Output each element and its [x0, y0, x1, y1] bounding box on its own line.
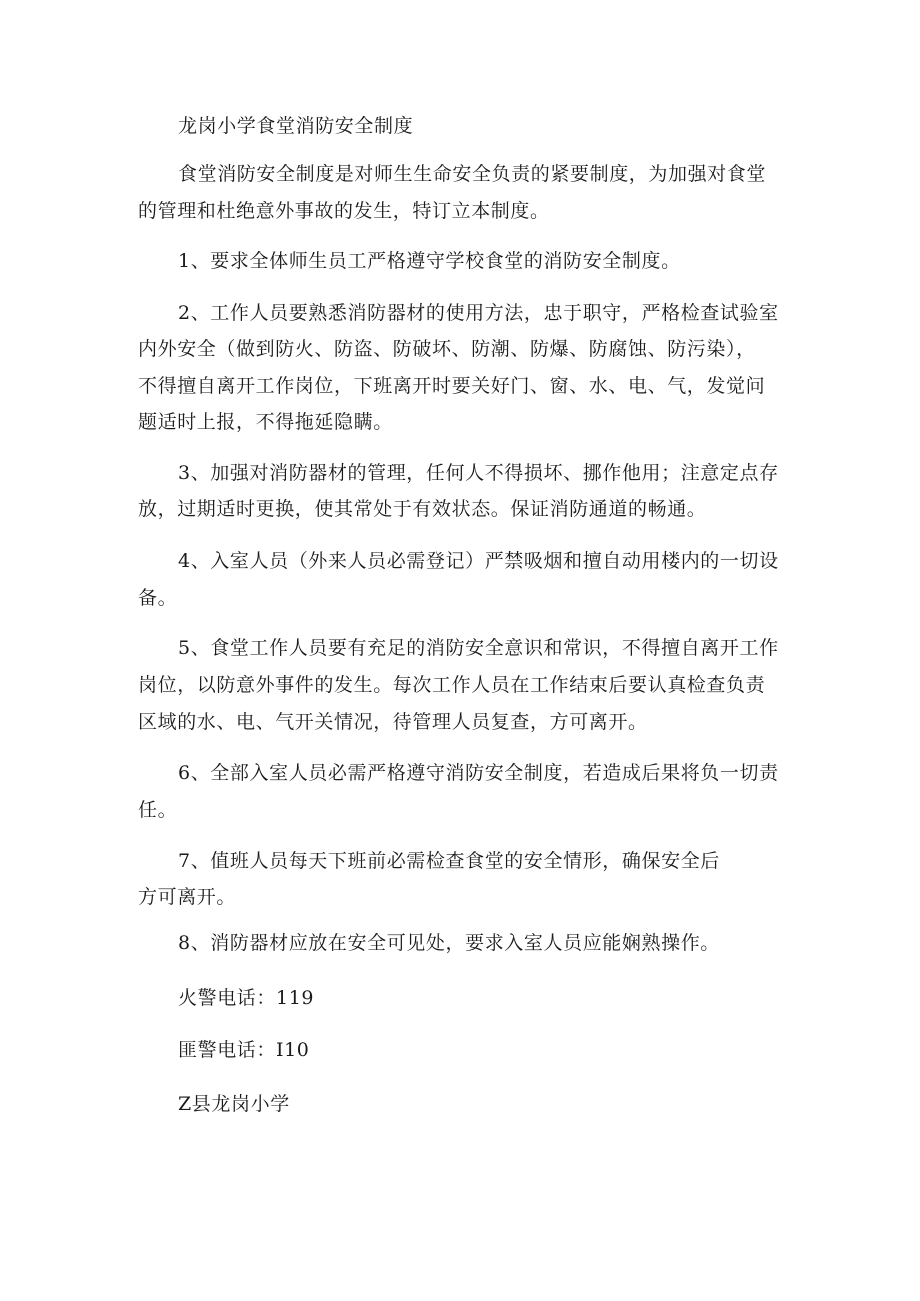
- rule-2-line-4: 题适时上报，不得拖延隐瞒。: [138, 411, 393, 433]
- rule-7-line-2: 方可离开。: [138, 886, 237, 908]
- rule-2-line-1: 2、工作人员要熟悉消防器材的使用方法，忠于职守，严格检查试验室: [178, 302, 779, 324]
- police-phone: 匪警电话：I10: [178, 1039, 310, 1061]
- rule-1-line-1: 1、要求全体师生员工严格遵守学校食堂的消防安全制度。: [178, 250, 681, 272]
- rule-3-line-2: 放，过期适时更换，使其常处于有效状态。保证消防通道的畅通。: [138, 498, 707, 520]
- intro-line-2: 的管理和杜绝意外事故的发生，特订立本制度。: [138, 200, 550, 222]
- rule-5-line-3: 区域的水、电、气开关情况，待管理人员复查，方可离开。: [138, 711, 648, 733]
- rule-2-line-3: 不得擅自离开工作岗位，下班离开时要关好门、窗、水、电、气，发觉问: [138, 375, 766, 397]
- rule-8-line-1: 8、消防器材应放在安全可见处，要求入室人员应能娴熟操作。: [178, 932, 720, 954]
- rule-6-line-2: 任。: [138, 799, 178, 821]
- rule-5-line-1: 5、食堂工作人员要有充足的消防安全意识和常识，不得擅自离开工作: [178, 637, 779, 659]
- signature: Z县龙岗小学: [178, 1093, 290, 1115]
- intro-line-1: 食堂消防安全制度是对师生生命安全负责的紧要制度，为加强对食堂: [178, 163, 767, 185]
- rule-6-line-1: 6、全部入室人员必需严格遵守消防安全制度，若造成后果将负一切责: [178, 762, 779, 784]
- rule-7-line-1: 7、值班人员每天下班前必需检查食堂的安全情形，确保安全后: [178, 850, 720, 872]
- rule-4-line-1: 4、入室人员（外来人员必需登记）严禁吸烟和擅自动用楼内的一切设: [178, 550, 779, 572]
- rule-4-line-2: 备。: [138, 587, 178, 609]
- rule-5-line-2: 岗位，以防意外事件的发生。每次工作人员在工作结束后要认真检查负责: [138, 674, 766, 696]
- document-title: 龙岗小学食堂消防安全制度: [178, 115, 414, 137]
- rule-3-line-1: 3、加强对消防器材的管理，任何人不得损坏、挪作他用；注意定点存: [178, 462, 779, 484]
- fire-phone: 火警电话：119: [178, 987, 315, 1009]
- rule-2-line-2: 内外安全（做到防火、防盗、防破坏、防潮、防爆、防腐蚀、防污染），: [138, 338, 756, 360]
